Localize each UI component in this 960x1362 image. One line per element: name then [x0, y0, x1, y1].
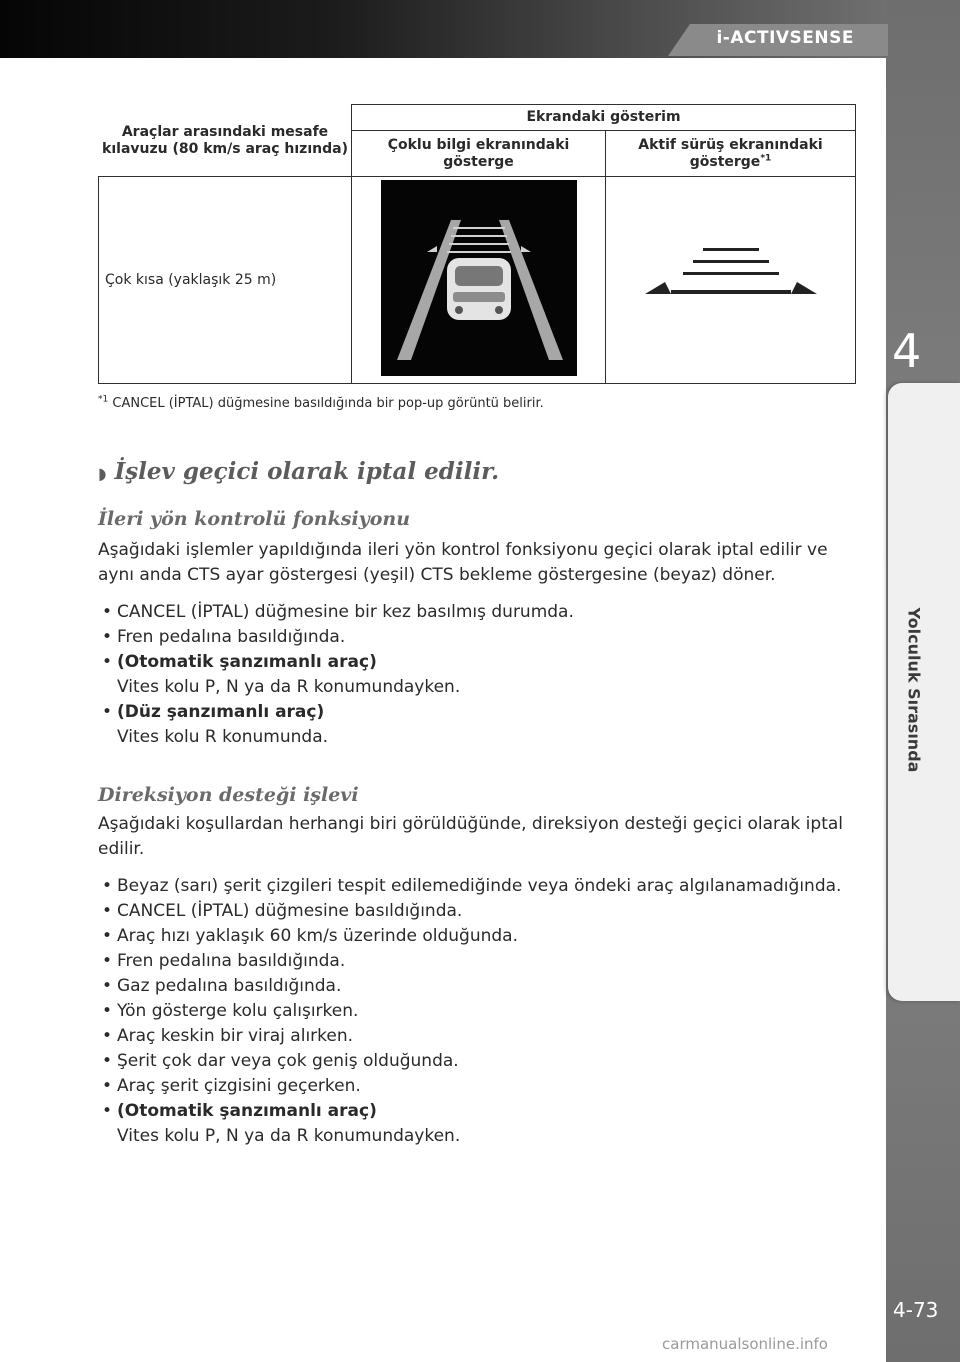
- list-item: • CANCEL (İPTAL) düğmesine basıldığında.: [100, 899, 860, 924]
- sub1-paragraph: Aşağıdaki işlemler yapıldığında ileri yön kontrol fonksiyonu geçici olarak iptal edilir ve aynı anda CTS ayar göstergesi (yeşil) CTS bekleme göstergesine (beyaz) döner.: [98, 540, 828, 585]
- col1-header: Araçlar arasındaki mesafe kılavuzu (80 km/s araç hızında): [99, 105, 352, 177]
- list-item: • Araç hızı yaklaşık 60 km/s üzerinde olduğunda.: [100, 924, 860, 949]
- section-marker-icon: ◗: [98, 464, 107, 483]
- list-item: • Beyaz (sarı) şerit çizgileri tespit edilemediğinde veya öndeki araç algılanamadığında.: [100, 874, 860, 899]
- sub1-list: [100, 600, 860, 750]
- multi-info-display-graphic: [381, 180, 577, 376]
- list-item: • Fren pedalına basıldığında.: [100, 625, 860, 650]
- group-header: Ekrandaki gösterim: [352, 105, 856, 131]
- list-item: • (Otomatik şanzımanlı araç) Vites kolu P, N ya da R konumundayken.: [100, 1099, 860, 1149]
- col3-header: Aktif sürüş ekranındaki gösterge$^{*1}$: [606, 131, 856, 177]
- active-driving-display-cell: [606, 177, 856, 384]
- header-title: i-ACTIVSENSE: [716, 28, 854, 48]
- section-title: ◗ İşlev geçici olarak iptal edilir.: [98, 458, 500, 485]
- sub1-title: İleri yön kontrolü fonksiyonu: [98, 508, 411, 530]
- list-item: • (Otomatik şanzımanlı araç) Vites kolu P, N ya da R konumundayken.: [100, 650, 860, 700]
- list-item: • Araç keskin bir viraj alırken.: [100, 1024, 860, 1049]
- chapter-tab[interactable]: [888, 383, 960, 1001]
- chapter-label: Yolculuk Sırasında: [904, 607, 924, 773]
- list-item: • (Düz şanzımanlı araç) Vites kolu R konumunda.: [100, 700, 860, 750]
- sub2-list: [100, 874, 860, 1149]
- chapter-number: 4: [892, 324, 922, 378]
- list-item: • Fren pedalına basıldığında.: [100, 949, 860, 974]
- list-item: • Gaz pedalına basıldığında.: [100, 974, 860, 999]
- page-number: 4-73: [893, 1298, 939, 1322]
- sub2-paragraph: Aşağıdaki koşullardan herhangi biri görüldüğünde, direksiyon desteği geçici olarak iptal edilir.: [98, 814, 844, 859]
- footnote: $^{*1}$ CANCEL (İPTAL) düğmesine basıldığında bir pop-up görüntü belirir.: [98, 394, 544, 411]
- row-label: Çok kısa (yaklaşık 25 m): [99, 177, 352, 384]
- multi-info-display-cell: [352, 177, 606, 384]
- list-item: • Yön gösterge kolu çalışırken.: [100, 999, 860, 1024]
- list-item: • Şerit çok dar veya çok geniş olduğunda.: [100, 1049, 860, 1074]
- active-driving-display-graphic: [631, 238, 831, 318]
- watermark: carmanualsonline.info: [662, 1335, 828, 1353]
- col2-header: Çoklu bilgi ekranındaki gösterge: [352, 131, 606, 177]
- sub2-title: Direksiyon desteği işlevi: [98, 784, 359, 806]
- list-item: • CANCEL (İPTAL) düğmesine bir kez basılmış durumda.: [100, 600, 860, 625]
- list-item: • Araç şerit çizgisini geçerken.: [100, 1074, 860, 1099]
- distance-guide-table: [98, 104, 856, 384]
